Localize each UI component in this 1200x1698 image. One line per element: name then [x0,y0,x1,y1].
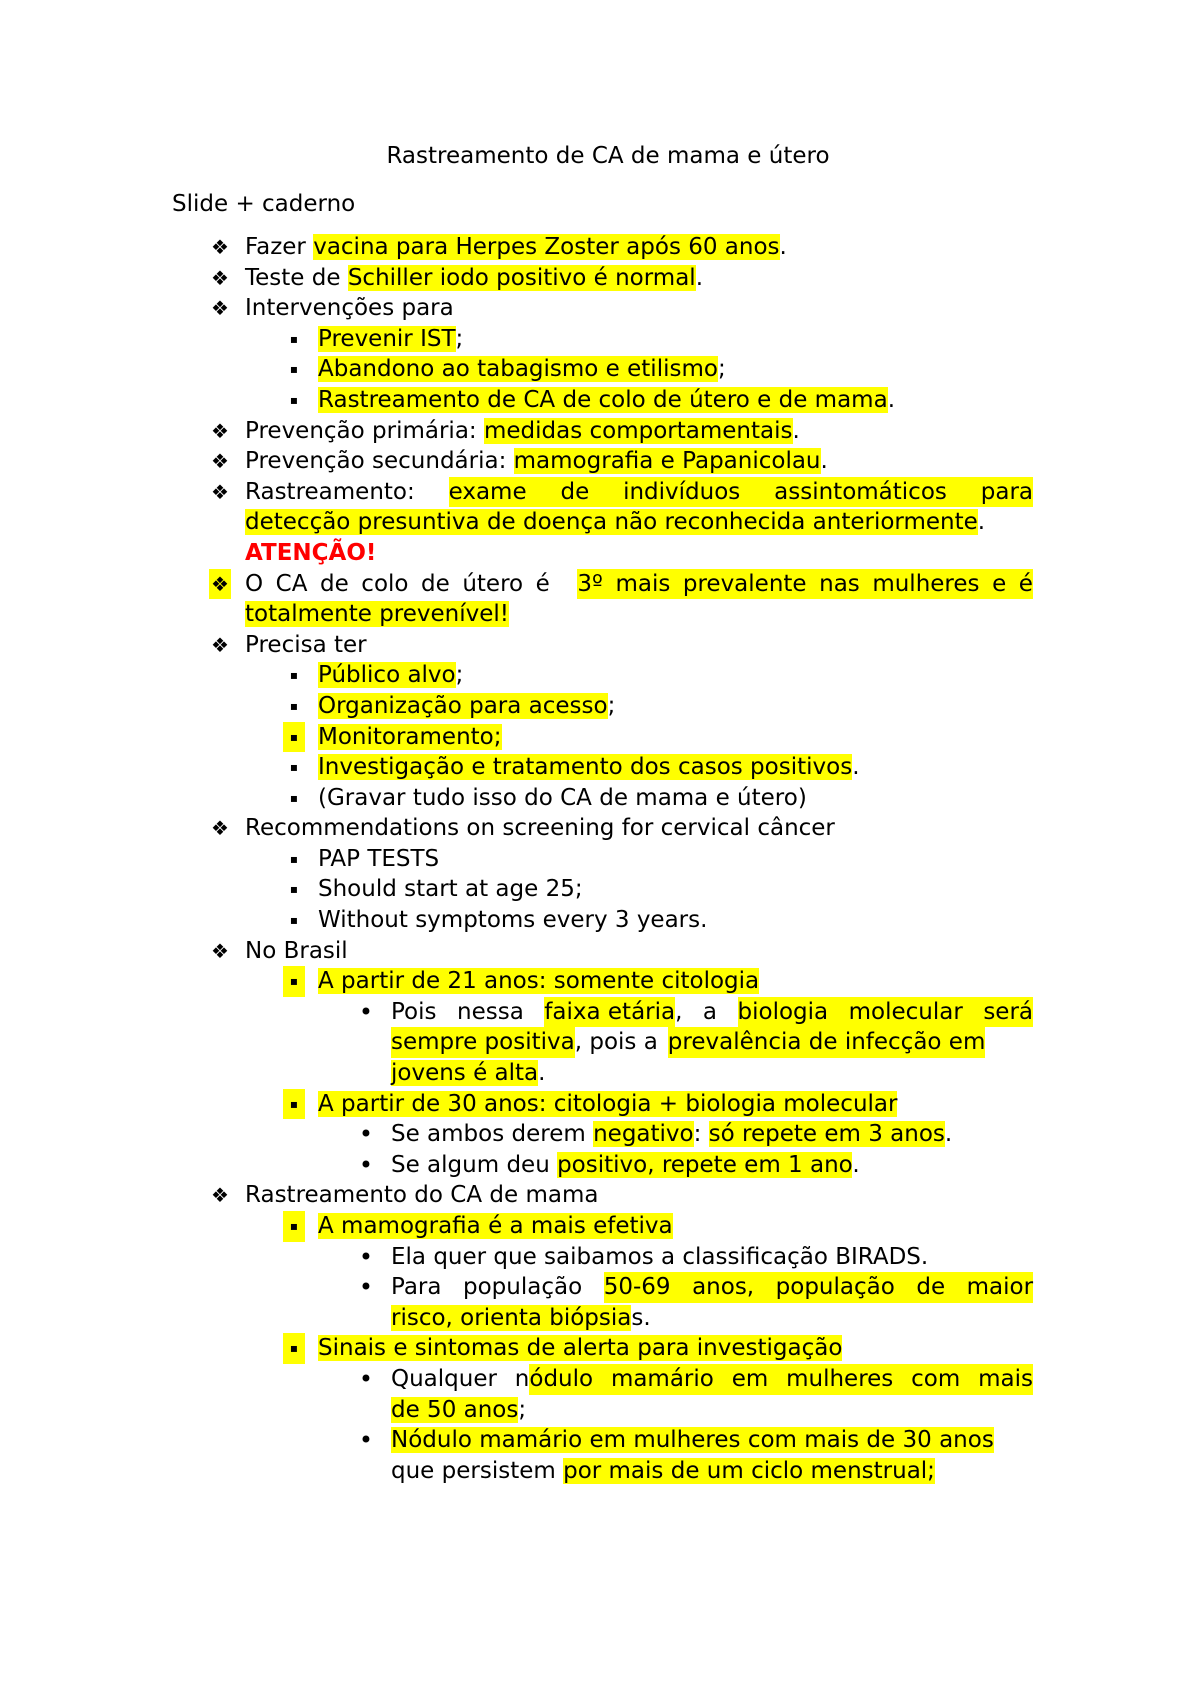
list-item: ▪ Investigação e tratamento dos casos positivos. [0,752,1033,783]
list-item: ▪ Rastreamento de CA de colo de útero e de mama. [0,385,1033,416]
list-item-continuation: totalmente prevenível! [245,601,510,628]
square-bullet-icon: ▪ [289,668,299,683]
list-item: ▪ A partir de 21 anos: somente citologia [0,966,1033,997]
square-bullet-icon: ▪ [283,1333,305,1364]
list-item-continuation: detecção presuntiva de doença não reconhecida anteriormente. [245,509,986,536]
diamond-bullet-icon: ❖ [211,816,229,841]
list-item-continuation: sempre positiva , pois a prevalência de infecção em [0,1027,1033,1058]
diamond-bullet-icon: ❖ [211,938,229,963]
square-bullet-icon: ▪ [289,331,299,346]
list-item-continuation: que persistem por mais de um ciclo menstrual; [391,1457,935,1484]
list-item: ▪ A mamografia é a mais efetiva [0,1211,1033,1242]
diamond-bullet-icon: ❖ [211,479,229,504]
list-item: • Pois nessa faixa etária , a biologia molecular será [0,997,1033,1028]
square-bullet-icon: ▪ [289,913,299,928]
list-item: ▪ (Gravar tudo isso do CA de mama e útero) [0,783,1033,814]
list-item: ▪ A partir de 30 anos: citologia + biologia molecular [0,1089,1033,1120]
diamond-bullet-icon: ❖ [211,296,229,321]
list-item: ❖ Rastreamento do CA de mama [0,1180,1033,1211]
square-bullet-icon: ▪ [283,1089,305,1120]
list-item: ❖ Prevenção primária: medidas comportamentais. [0,416,1033,447]
list-item: • Se ambos derem negativo: só repete em 3 anos. [0,1119,1033,1150]
list-item: ❖ Teste de Schiller iodo positivo é normal. [0,263,1033,294]
document-subtitle: Slide + caderno [172,191,356,217]
list-item: ▪ Organização para acesso; [0,691,1033,722]
list-item: ▪ Sinais e sintomas de alerta para investigação [0,1333,1033,1364]
diamond-bullet-icon: ❖ [211,449,229,474]
round-bullet-icon: • [358,1120,374,1149]
list-item: ▪ Monitoramento; [0,722,1033,753]
diamond-bullet-icon: ❖ [211,235,229,259]
list-item-continuation: jovens é alta. [391,1060,546,1087]
round-bullet-icon: • [358,1426,374,1455]
list-item: ▪ Público alvo; [0,660,1033,691]
list-item-continuation: risco, orienta biópsias. [391,1304,651,1331]
document-title: Rastreamento de CA de mama e útero [386,143,830,169]
diamond-bullet-icon: ❖ [211,265,229,290]
round-bullet-icon: • [358,1242,374,1271]
list-item: • Qualquer n ódulo mamário em mulheres com mais [0,1364,1033,1395]
list-item: ▪ Prevenir IST; [0,324,1033,355]
round-bullet-icon: • [358,1273,374,1302]
list-item: • Nódulo mamário em mulheres com mais de 30 anos [0,1425,1033,1456]
square-bullet-icon: ▪ [289,698,299,713]
list-item: ❖ No Brasil [0,936,1033,967]
notes-list [0,232,1200,1486]
square-bullet-icon: ▪ [289,790,299,805]
square-bullet-icon: ▪ [289,362,299,377]
list-item: ❖ Prevenção secundária: mamografia e Papanicolau. [0,446,1033,477]
list-item: • Se algum deu positivo, repete em 1 ano. [0,1150,1033,1181]
square-bullet-icon: ▪ [289,392,299,407]
list-item: ❖ Rastreamento: exame de indivíduos assintomáticos para [0,477,1033,508]
list-item: ❖ O CA de colo de útero é 3º mais prevalente nas mulheres e é [0,569,1033,600]
square-bullet-icon: ▪ [289,882,299,897]
round-bullet-icon: • [358,1150,374,1179]
diamond-bullet-icon: ❖ [211,418,229,443]
list-item: ▪ Should start at age 25; [0,874,1033,905]
round-bullet-icon: • [358,997,374,1026]
diamond-bullet-icon: ❖ [211,632,229,657]
alert-label: ATENÇÃO! [245,539,377,566]
square-bullet-icon: ▪ [289,760,299,775]
list-item: ▪ Abandono ao tabagismo e etilismo; [0,354,1033,385]
list-item: ▪ Without symptoms every 3 years. [0,905,1033,936]
list-item: ❖ Precisa ter [0,630,1033,661]
list-item: ❖ Fazer vacina para Herpes Zoster após 60 anos. [0,232,1033,263]
list-item: • Para população 50-69 anos, população de maior [0,1272,1033,1303]
square-bullet-icon: ▪ [283,722,305,753]
list-item-continuation: de 50 anos; [391,1396,527,1423]
list-item: ❖ Intervenções para [0,293,1033,324]
square-bullet-icon: ▪ [289,851,299,866]
square-bullet-icon: ▪ [283,1211,305,1242]
list-item: ❖ Recommendations on screening for cervical câncer [0,813,1033,844]
list-item: • Ela quer que saibamos a classificação BIRADS. [0,1242,1033,1273]
diamond-bullet-icon: ❖ [209,569,231,600]
diamond-bullet-icon: ❖ [211,1183,229,1208]
square-bullet-icon: ▪ [283,966,305,997]
list-item: ▪ PAP TESTS [0,844,1033,875]
round-bullet-icon: • [358,1364,374,1393]
